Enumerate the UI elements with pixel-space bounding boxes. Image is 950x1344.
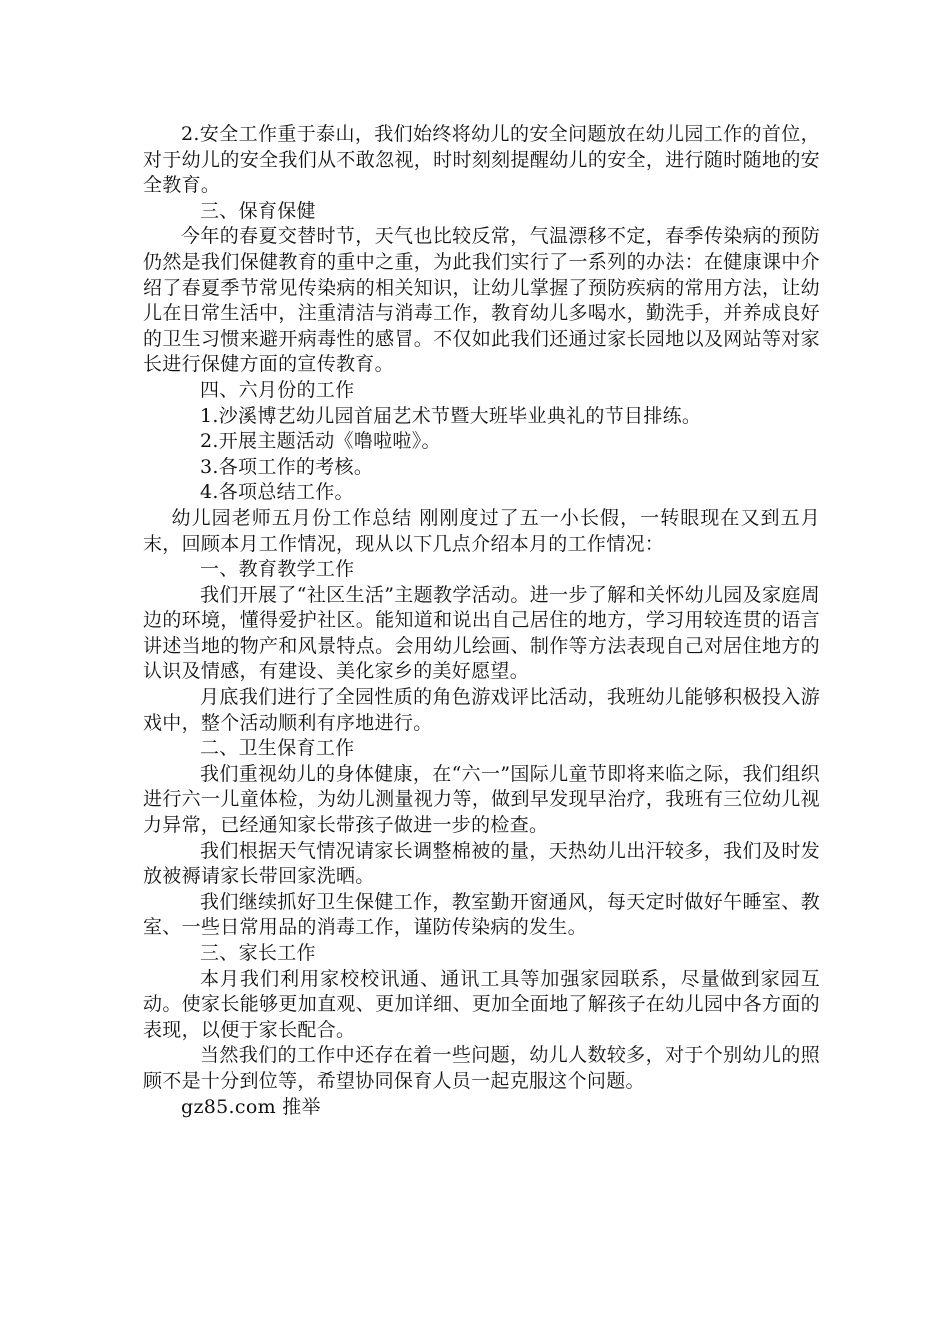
- heading-june-work: 四、六月份的工作: [200, 378, 355, 401]
- paragraph-disinfection: 我们继续抓好卫生保健工作，教室勤开窗通风，每天定时做好午睡室、教室、一些日常用品的消毒工作，谨防传染病的发生。: [143, 890, 820, 939]
- list-item-june-1: 1.沙溪博艺幼儿园首届艺术节暨大班毕业典礼的节目排练。: [200, 404, 702, 427]
- paragraph-health-check: 我们重视幼儿的身体健康，在“六一”国际儿童节即将来临之际，我们组织进行六一儿童体检，为幼儿测量视力等，做到早发现早治疗，我班有三位幼儿视力异常，已经通知家长带孩子做进一步的检查。: [143, 762, 820, 837]
- document-body: [143, 122, 820, 1120]
- paragraph-safety: 2.安全工作重于泰山，我们始终将幼儿的安全问题放在幼儿园工作的首位，对于幼儿的安全我们从不敢忽视，时时刻刻提醒幼儿的安全，进行随时随地的安全教育。: [143, 123, 820, 197]
- heading-hygiene-work: 二、卫生保育工作: [200, 737, 355, 760]
- paragraph-problems: 当然我们的工作中还存在着一些问题，幼儿人数较多，对于个别幼儿的照顾不是十分到位等，希望协同保育人员一起克服这个问题。: [143, 1044, 820, 1092]
- paragraph-may-summary-intro: 幼儿园老师五月份工作总结 刚刚度过了五一小长假，一转眼现在又到五月末，回顾本月工作情况，现从以下几点介绍本月的工作情况：: [143, 506, 820, 555]
- heading-parent-work: 三、家长工作: [200, 942, 316, 964]
- heading-health-care: 三、保育保健: [200, 199, 316, 222]
- paragraph-community-life: 我们开展了“社区生活”主题教学活动。进一步了解和关怀幼儿园及家庭周边的环境，懂得爱护社区。能知道和说出自己居住的地方，学习用较连贯的语言讲述当地的物产和风景特点。会用幼儿绘画、制作等方法表现自己对居住地方的认识及情感，有建设、美化家乡的美好愿望。: [143, 583, 820, 683]
- list-item-june-3: 3.各项工作的考核。: [200, 455, 374, 478]
- heading-teaching-work: 一、教育教学工作: [200, 558, 355, 581]
- paragraph-role-play: 月底我们进行了全园性质的角色游戏评比活动，我班幼儿能够积极投入游戏中，整个活动顺利有序地进行。: [143, 686, 820, 734]
- paragraph-health-care: 今年的春夏交替时节，天气也比较反常，气温漂移不定，春季传染病的预防仍然是我们保健教育的重中之重，为此我们实行了一系列的办法：在健康课中介绍了春夏季节常见传染病的相关知识，让幼儿掌握了预防疾病的常用方法，让幼儿在日常生活中，注重清洁与消毒工作，教育幼儿多喝水，勤洗手，并养成良好的卫生习惯来避开病毒性的感冒。不仅如此我们还通过家长园地以及网站等对家长进行保健方面的宣传教育。: [143, 225, 820, 376]
- list-item-june-4: 4.各项总结工作。: [200, 481, 354, 504]
- paragraph-home-school: 本月我们利用家校校讯通、通讯工具等加强家园联系，尽量做到家园互动。使家长能够更加直观、更加详细、更加全面地了解孩子在幼儿园中各方面的表现，以便于家长配合。: [143, 967, 820, 1041]
- list-item-june-2: 2.开展主题活动《噜啦啦》。: [200, 430, 441, 453]
- source-note: gz85.com 推举: [181, 1095, 321, 1118]
- paragraph-bedding: 我们根据天气情况请家长调整棉被的量，天热幼儿出汗较多，我们及时发放被褥请家长带回家洗晒。: [143, 839, 820, 888]
